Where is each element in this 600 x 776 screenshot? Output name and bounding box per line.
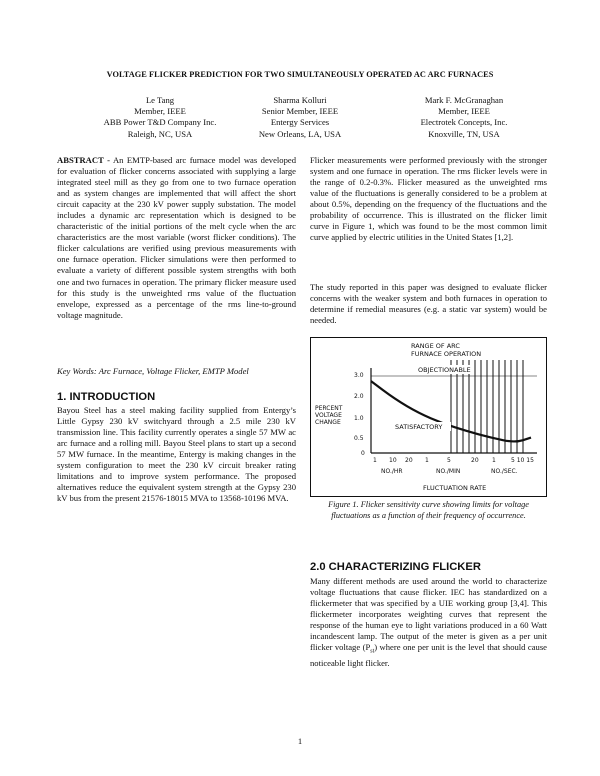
- flicker-chart: [311, 338, 546, 496]
- author-block: [364, 95, 564, 140]
- satisfactory-label: SATISFACTORY: [395, 423, 443, 431]
- y-label: VOLTAGE: [315, 412, 342, 419]
- text-run: Many different methods are used around the world to characterize voltage fluctuations that cause flicker. IEC has standardized on a flickermeter that was specified by a UIE working group [3,4]. This flickermeter incorporates weighting curves that represent the response of the human eye to light variations produced in a 60 Watt incandescent lamp. The output of the meter is given as a per unit flicker voltage (P: [310, 576, 547, 653]
- y-tick-label: 2.0: [354, 393, 364, 400]
- x-tick-label: 1: [373, 457, 377, 464]
- author-name: Sharma Kolluri: [273, 95, 327, 105]
- y-tick-label: 0: [361, 450, 365, 457]
- unit-label: NO./MIN: [436, 468, 461, 475]
- subscript: st: [370, 649, 375, 655]
- y-label: PERCENT: [315, 405, 343, 412]
- unit-label: NO./SEC.: [491, 468, 518, 475]
- introduction-text: Bayou Steel has a steel making facility supplied from Entergy’s Little Gypsy 230 kV switchyard through a 2.5 mile 230 kV transmission line. This facility currently operates a single 57 MW ac arc furnace and a rolling mill. Bayou Steel plans to start up a second 57 MW furnace. In the meantime, Entergy is making changes in the system configuration to meet the 230 kV circuit breaker rating limitations and to improve system performance. The proposed alternatives reduce the equivalent system strength at the Gypsy 230 kV bus from the present 21576-18015 MVA to 13568-10196 MVA.: [57, 405, 296, 504]
- paragraph: Flicker measurements were performed previously with the stronger system and one furnace in operation. The rms flicker levels were in the range of 0.2-0.3%. Flicker measured as the unweighted rms value of the fluctuations is generally considered to be a problem at about 0.5%, depending on the frequency of the fluctuations and the probability of occurrence. This is illustrated on the flicker limit curve in Figure 1, which was found to be the most common limit curve applied by electric utilities in the United States [1,2].: [310, 155, 547, 243]
- author-role: Member, IEEE: [438, 106, 490, 117]
- abstract-label: ABSTRACT -: [57, 155, 110, 165]
- x-tick-label: 5 10 15: [511, 457, 534, 464]
- x-axis-label: FLUCTUATION RATE: [423, 484, 487, 492]
- x-tick-label: 20: [471, 457, 479, 464]
- x-tick-label: 1: [425, 457, 429, 464]
- author-org: ABB Power T&D Company Inc.: [103, 117, 217, 128]
- x-tick-label: 10: [389, 457, 397, 464]
- figure-flicker-curve: [310, 337, 547, 497]
- author-name: Mark F. McGranaghan: [424, 95, 504, 105]
- figure-caption: Figure 1. Flicker sensitivity curve showing limits for voltage fluctuations as a function of their frequency of occurrence.: [328, 500, 529, 520]
- abstract: [57, 155, 296, 321]
- x-tick-label: 20: [405, 457, 413, 464]
- paper-title: VOLTAGE FLICKER PREDICTION FOR TWO SIMULTANEOUSLY OPERATED AC ARC FURNACES: [106, 70, 494, 79]
- y-tick-label: 1.0: [354, 415, 364, 422]
- objectionable-label: OBJECTIONABLE: [418, 366, 471, 374]
- range-label: RANGE OF ARC: [411, 342, 460, 350]
- author-role: Member, IEEE: [134, 106, 186, 117]
- author-org: Electrotek Concepts, Inc.: [420, 117, 508, 128]
- section-heading-characterizing: 2.0 CHARACTERIZING FLICKER: [310, 561, 481, 573]
- page-number: 1: [297, 736, 303, 746]
- text-run: ) where one per unit is the level that should cause noticeable light flicker.: [310, 642, 547, 669]
- section-heading-introduction: 1. INTRODUCTION: [57, 391, 156, 403]
- keywords: Key Words: Arc Furnace, Voltage Flicker, EMTP Model: [57, 366, 249, 376]
- y-tick-label: 3.0: [354, 372, 364, 379]
- author-location: Knoxville, TN, USA: [428, 128, 500, 139]
- y-tick-label: 0.5: [354, 435, 364, 442]
- range-label: FURNACE OPERATION: [411, 350, 482, 358]
- author-location: New Orleans, LA, USA: [258, 128, 342, 139]
- unit-label: NO./HR: [381, 468, 403, 475]
- abstract-text: An EMTP-based arc furnace model was developed for evaluation of flicker concerns associated with supplying a large integrated steel mill as they go from one to two furnace operation and as system changes are implemented that will affect the short circuit capacity at the 230 kV power supply substation. The model includes a dynamic arc representation which is designed to be characteristic of the initial portions of the melt cycle when the arc characteristics are the most variable (worst flicker conditions). The flicker calculations are verified using previous measurements with one furnace operation. Flicker simulations were then performed to evaluate a variety of different possible system strengths with both one and two furnaces in operation. The primary flicker measure used for this study is the unweighted rms value of the fluctuation envelope, expressed as a percentage of the rms line-to-ground voltage magnitude.: [57, 155, 296, 320]
- author-name: Le Tang: [145, 95, 175, 105]
- characterizing-text: [310, 576, 547, 669]
- paragraph: The study reported in this paper was designed to evaluate flicker concerns with the weaker system and both furnaces in operation to determine if remedial measures (e.g. a static var system) would be needed.: [310, 282, 547, 326]
- y-label: CHANGE: [315, 419, 341, 426]
- x-tick-label: 1: [492, 457, 496, 464]
- x-tick-label: 5: [447, 457, 451, 464]
- author-org: Entergy Services: [270, 117, 330, 128]
- author-role: Senior Member, IEEE: [261, 106, 339, 117]
- author-location: Raleigh, NC, USA: [127, 128, 193, 139]
